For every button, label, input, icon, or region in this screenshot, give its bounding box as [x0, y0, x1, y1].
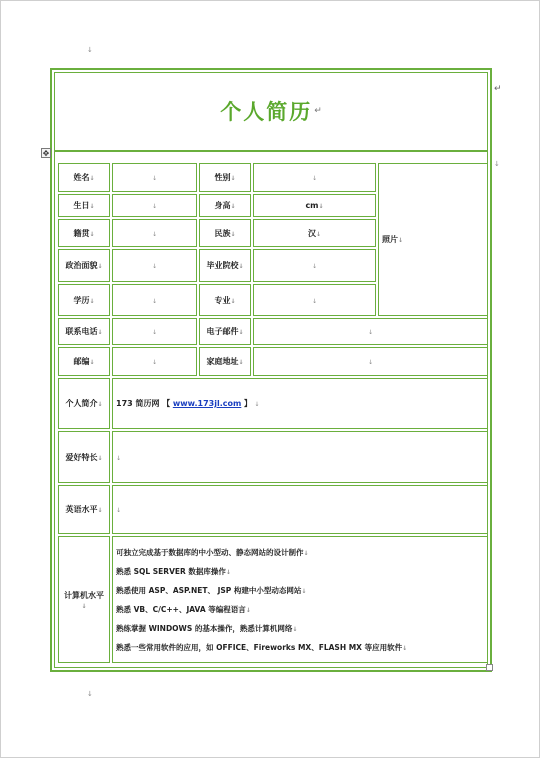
- list-item: 熟悉 SQL SERVER 数据库操作↓: [116, 566, 231, 576]
- english-label: 英语水平↓: [58, 485, 110, 534]
- ethnic-label: 民族↓: [199, 219, 251, 247]
- birth-label: 生日↓: [58, 194, 110, 217]
- zip-value[interactable]: ↓: [112, 347, 197, 376]
- paragraph-mark: ↓: [87, 690, 93, 698]
- intro-suffix: 】: [243, 399, 252, 408]
- list-item: 熟悉 VB、C/C++、JAVA 等编程语言↓: [116, 604, 251, 614]
- politics-label: 政治面貌↓: [58, 249, 110, 282]
- paragraph-mark: ↓: [87, 46, 93, 54]
- birth-value[interactable]: ↓: [112, 194, 197, 217]
- list-item: 熟练掌握 WINDOWS 的基本操作，熟悉计算机网络↓: [116, 623, 298, 633]
- list-item: 熟悉一些常用软件的应用，如 OFFICE、Fireworks MX、FLASH MX 等应用软件↓: [116, 642, 408, 652]
- hobby-value[interactable]: ↓: [112, 431, 488, 483]
- intro-label: 个人简介↓: [58, 378, 110, 429]
- phone-label: 联系电话↓: [58, 318, 110, 345]
- height-value[interactable]: cm↓: [253, 194, 376, 217]
- table-row: [58, 163, 488, 192]
- paragraph-mark: ↵: [494, 84, 502, 94]
- education-value[interactable]: ↓: [112, 284, 197, 316]
- english-value[interactable]: ↓: [112, 485, 488, 534]
- school-value[interactable]: ↓: [253, 249, 376, 282]
- table-row: [58, 431, 488, 483]
- native-value[interactable]: ↓: [112, 219, 197, 247]
- table-row: [58, 536, 488, 663]
- table-row: [58, 485, 488, 534]
- politics-value[interactable]: ↓: [112, 249, 197, 282]
- school-label: 毕业院校↓: [199, 249, 251, 282]
- list-item: 可独立完成基于数据库的中小型动、静态网站的设计制作↓: [116, 547, 309, 557]
- photo-cell[interactable]: 照片↓: [378, 163, 488, 316]
- height-label: 身高↓: [199, 194, 251, 217]
- gender-value[interactable]: ↓: [253, 163, 376, 192]
- intro-link[interactable]: www.173jl.com: [172, 399, 242, 408]
- title-cell[interactable]: [54, 72, 488, 152]
- table-row: [58, 378, 488, 429]
- major-label: 专业↓: [199, 284, 251, 316]
- major-value[interactable]: ↓: [253, 284, 376, 316]
- page-title: 个人简历: [220, 100, 313, 124]
- list-item: 熟悉使用 ASP、ASP.NET、 JSP 构建中小型动态网站↓: [116, 585, 307, 595]
- intro-value[interactable]: [112, 378, 488, 429]
- phone-value[interactable]: ↓: [112, 318, 197, 345]
- native-label: 籍贯↓: [58, 219, 110, 247]
- address-value[interactable]: ↓: [253, 347, 488, 376]
- hobby-label: 爱好特长↓: [58, 431, 110, 483]
- table-resize-handle-icon[interactable]: [486, 664, 493, 671]
- paragraph-mark: ↓: [254, 401, 260, 408]
- computer-value[interactable]: [112, 536, 488, 663]
- table-row: [58, 347, 488, 376]
- address-label: 家庭地址↓: [199, 347, 251, 376]
- email-value[interactable]: ↓: [253, 318, 488, 345]
- gender-label: 性别↓: [199, 163, 251, 192]
- table-row: [58, 318, 488, 345]
- name-label: 姓名↓: [58, 163, 110, 192]
- ethnic-value[interactable]: 汉↓: [253, 219, 376, 247]
- table-move-handle-icon[interactable]: ✥: [42, 149, 50, 158]
- intro-prefix: 173 简历网 【: [116, 399, 171, 408]
- name-value[interactable]: ↓: [112, 163, 197, 192]
- education-label: 学历↓: [58, 284, 110, 316]
- zip-label: 邮编↓: [58, 347, 110, 376]
- resume-table: [56, 161, 490, 665]
- email-label: 电子邮件↓: [199, 318, 251, 345]
- computer-label: 计算机水平↓: [58, 536, 110, 663]
- paragraph-mark: ↵: [314, 106, 322, 116]
- paragraph-mark: ↓: [494, 160, 500, 168]
